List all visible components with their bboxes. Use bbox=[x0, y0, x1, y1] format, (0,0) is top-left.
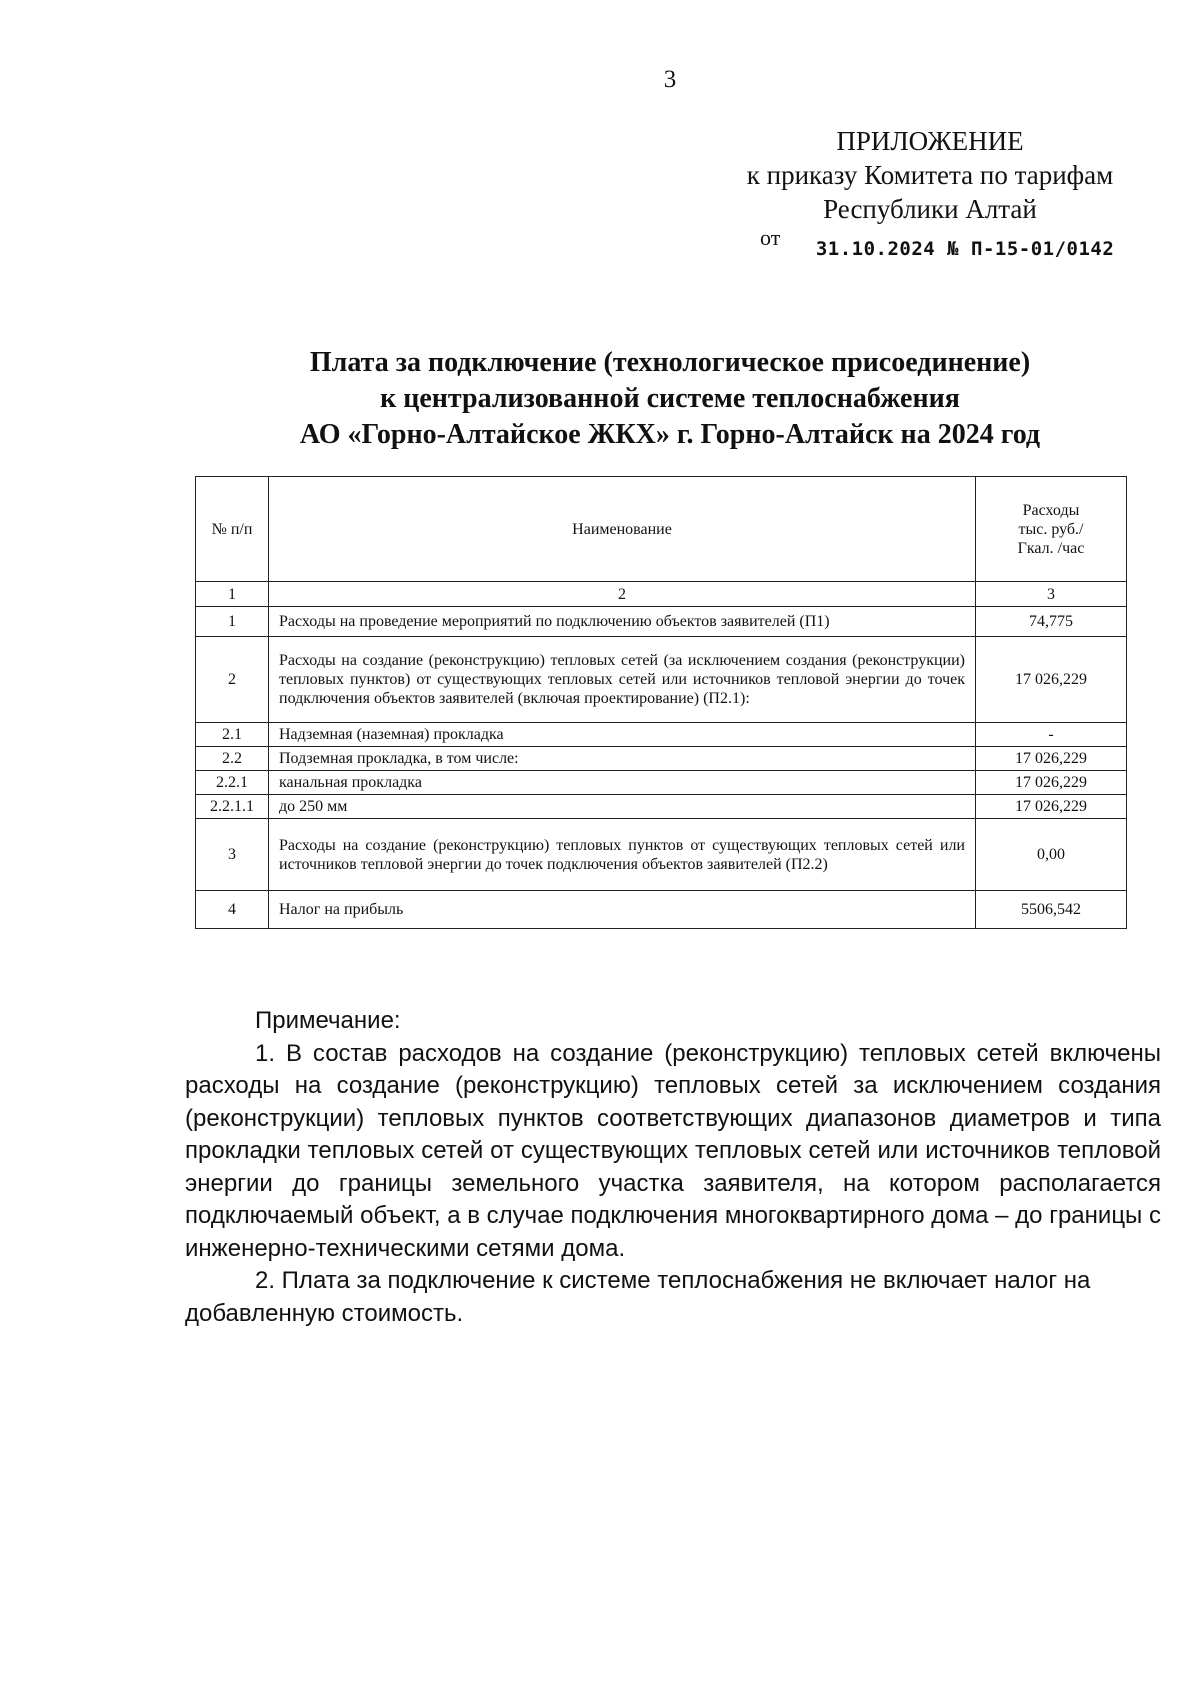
appendix-line-2: Республики Алтай bbox=[823, 194, 1037, 224]
header-value-line-2: тыс. руб./ bbox=[1018, 520, 1084, 538]
order-from-label: от bbox=[760, 225, 781, 250]
table-row bbox=[196, 747, 1127, 771]
row-number: 1 bbox=[196, 607, 269, 637]
note-item-2: 2. Плата за подключение к системе теплоснабжения не включает налог на добавленную стоимость. bbox=[185, 1267, 1091, 1327]
row-name: Расходы на проведение мероприятий по подключению объектов заявителей (П1) bbox=[269, 607, 976, 637]
table-row bbox=[196, 891, 1127, 929]
table-row bbox=[196, 723, 1127, 747]
row-number: 2.1 bbox=[196, 723, 269, 747]
title-line-2: к централизованной системе теплоснабжения bbox=[380, 383, 960, 414]
appendix-heading: ПРИЛОЖЕНИЕ bbox=[836, 126, 1024, 156]
header-value bbox=[976, 477, 1127, 582]
row-number: 4 bbox=[196, 891, 269, 929]
costs-table bbox=[195, 476, 1127, 929]
row-name: Налог на прибыль bbox=[269, 891, 976, 929]
row-number: 2.2.1.1 bbox=[196, 795, 269, 819]
row-number: 3 bbox=[196, 819, 269, 891]
row-number: 2 bbox=[196, 637, 269, 723]
note-item-1: 1. В состав расходов на создание (реконструкцию) тепловых сетей включены расходы на создание (реконструкцию) тепловых сетей за исключением создания (реконструкции) тепловых пунктов соответствующих диапазонов диаметров и типа прокладки тепловых сетей от существующих тепловых сетей или источников тепловой энергии до границы земельного участка заявителя, на котором располагается подключаемый объект, а в случае подключения многоквартирного дома – до границы с инженерно-техническими сетями дома. bbox=[185, 1039, 1161, 1262]
column-number: 2 bbox=[269, 582, 976, 607]
document-title bbox=[180, 345, 1160, 453]
title-line-1: Плата за подключение (технологическое присоединение) bbox=[309, 347, 1031, 378]
table-row bbox=[196, 795, 1127, 819]
row-value: 74,775 bbox=[976, 607, 1127, 637]
row-value: 5506,542 bbox=[976, 891, 1127, 929]
order-date-number: 31.10.2024 № П-15-01/0142 bbox=[815, 238, 1115, 260]
row-name: Расходы на создание (реконструкцию) тепловых пунктов от существующих тепловых сетей или источников тепловой энергии до точек подключения объектов заявителей (П2.2) bbox=[269, 819, 976, 891]
column-number-row bbox=[196, 582, 1127, 607]
row-value: 17 026,229 bbox=[976, 795, 1127, 819]
row-name: канальная прокладка bbox=[269, 771, 976, 795]
table-row bbox=[196, 607, 1127, 637]
column-number: 1 bbox=[196, 582, 269, 607]
notes-section bbox=[185, 1005, 1161, 1330]
row-value: 17 026,229 bbox=[976, 771, 1127, 795]
row-value: 17 026,229 bbox=[976, 637, 1127, 723]
notes-caption: Примечание: bbox=[255, 1007, 401, 1034]
header-value-line-1: Расходы bbox=[1022, 501, 1080, 519]
row-number: 2.2.1 bbox=[196, 771, 269, 795]
row-number: 2.2 bbox=[196, 747, 269, 771]
title-line-3: АО «Горно-Алтайское ЖКХ» г. Горно-Алтайск на 2024 год bbox=[299, 419, 1041, 450]
table-row bbox=[196, 819, 1127, 891]
row-name: до 250 мм bbox=[269, 795, 976, 819]
appendix-block bbox=[700, 124, 1160, 226]
table-row bbox=[196, 637, 1127, 723]
appendix-line-1: к приказу Комитета по тарифам bbox=[746, 160, 1114, 190]
row-name: Подземная прокладка, в том числе: bbox=[269, 747, 976, 771]
header-value-line-3: Гкал. /час bbox=[1017, 539, 1085, 557]
header-num: № п/п bbox=[196, 477, 269, 582]
row-value: 0,00 bbox=[976, 819, 1127, 891]
row-value: - bbox=[976, 723, 1127, 747]
row-name: Надземная (наземная) прокладка bbox=[269, 723, 976, 747]
order-reference bbox=[760, 225, 1115, 260]
row-name: Расходы на создание (реконструкцию) тепловых сетей (за исключением создания (реконструкции) тепловых пунктов) от существующих тепловых сетей или источников тепловой энергии до точек подключения объектов заявителей (включая проектирование) (П2.1): bbox=[269, 637, 976, 723]
table-header-row bbox=[196, 477, 1127, 582]
row-value: 17 026,229 bbox=[976, 747, 1127, 771]
header-name: Наименование bbox=[269, 477, 976, 582]
table-row bbox=[196, 771, 1127, 795]
page-number: 3 bbox=[663, 66, 677, 93]
column-number: 3 bbox=[976, 582, 1127, 607]
